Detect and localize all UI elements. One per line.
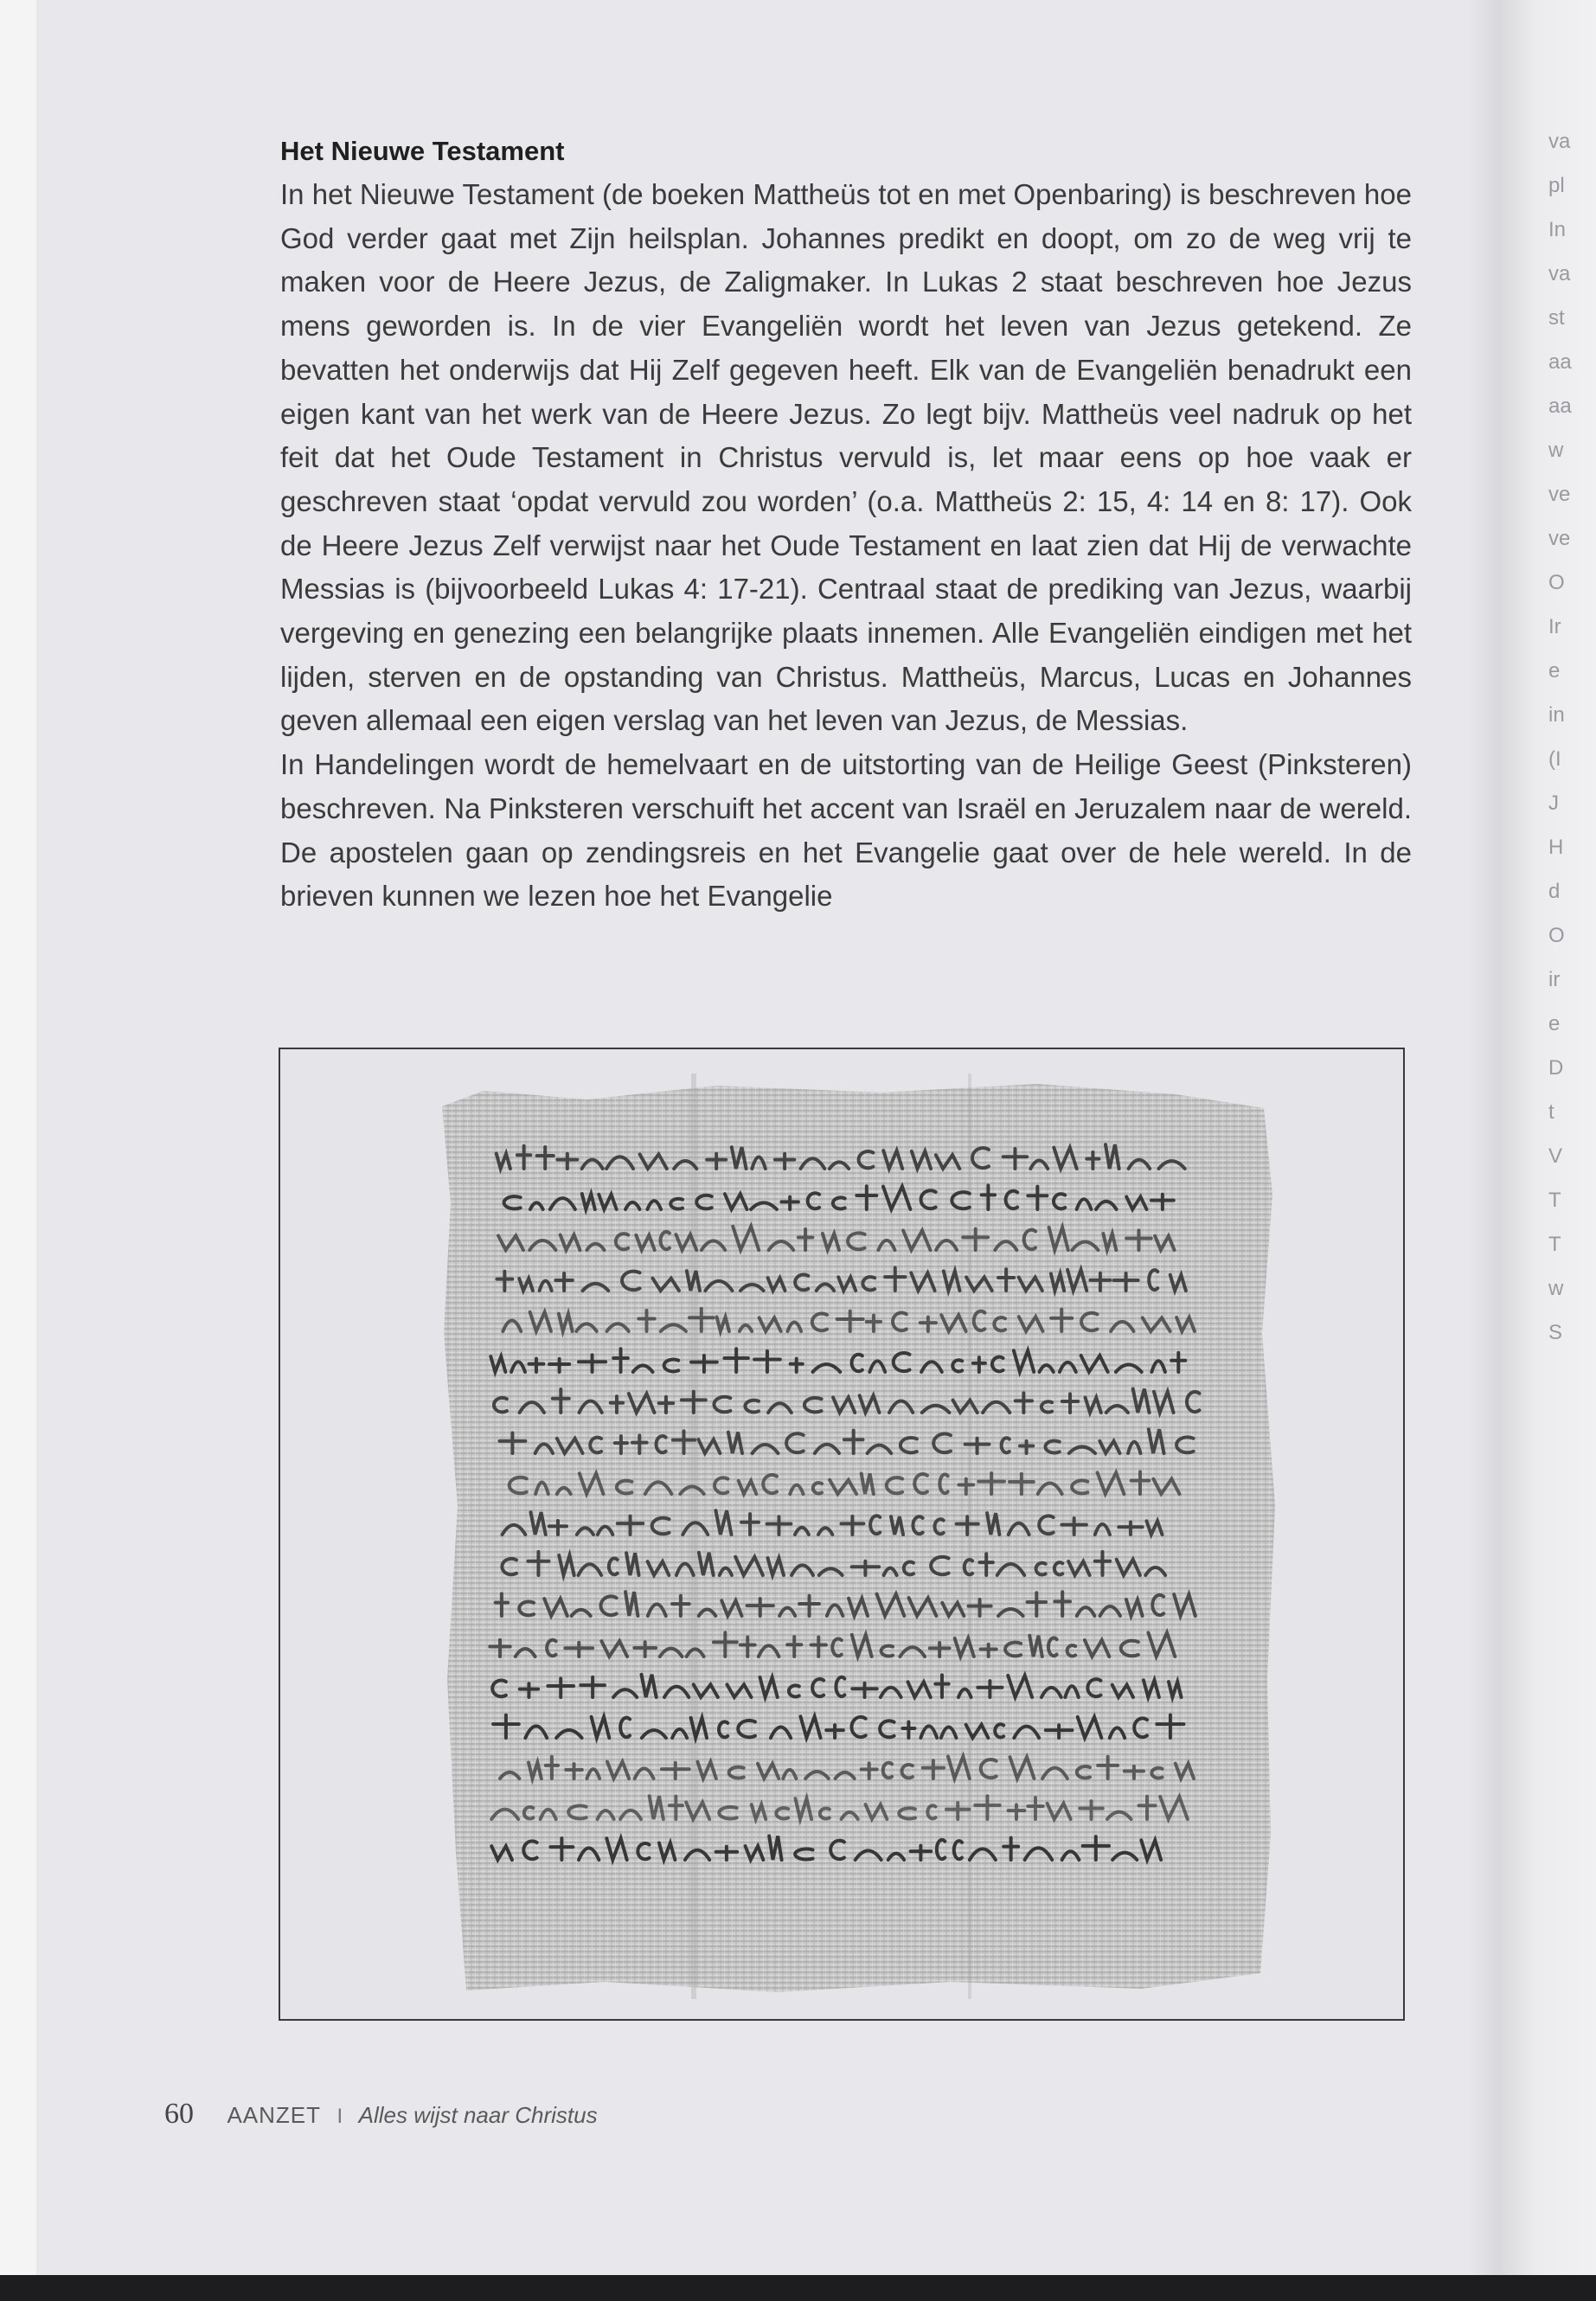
next-page-fragment: H: [1548, 836, 1564, 859]
next-page-fragment: w: [1548, 1277, 1564, 1300]
next-page-fragment: T: [1548, 1189, 1561, 1212]
series-title: AANZET: [227, 2102, 322, 2128]
papyrus-manuscript-image: [432, 1074, 1284, 2008]
next-page-fragment: t: [1548, 1100, 1554, 1124]
footer-separator: I: [337, 2105, 343, 2128]
next-page-fragment: Ir: [1548, 615, 1561, 638]
next-page-fragment: in: [1548, 703, 1565, 727]
scanner-bottom-edge: [0, 2275, 1596, 2301]
next-page-fragment: e: [1548, 1012, 1561, 1035]
next-page-fragment: ve: [1548, 527, 1571, 550]
next-page-fragment: (I: [1548, 747, 1561, 771]
next-page-fragment: aa: [1548, 394, 1572, 418]
next-page-fragment: T: [1548, 1233, 1561, 1256]
paragraph-acts: In Handelingen wordt de hemelvaart en de uitstorting van de Heilige Geest (Pinksteren) beschreven. Na Pinksteren verschuift het accent van Israël en Jeruzalem naar de wereld. De apostelen gaan op zendingsreis en het Evangelie gaat over de hele wereld. In de brieven kunnen we lezen hoe het Evangelie: [280, 748, 1412, 913]
next-page-fragment: ve: [1548, 483, 1571, 506]
article-body: [280, 130, 1412, 919]
next-page-fragment: va: [1548, 262, 1571, 285]
next-page-fragment: In: [1548, 218, 1567, 241]
next-page-fragment: D: [1548, 1056, 1564, 1080]
next-page-fragment: va: [1548, 130, 1571, 153]
section-heading: Het Nieuwe Testament: [280, 136, 565, 166]
next-page-fragment: aa: [1548, 350, 1572, 374]
next-page-edge: [1498, 0, 1596, 2275]
next-page-fragment: V: [1548, 1144, 1563, 1168]
book-subtitle: Alles wijst naar Christus: [358, 2102, 598, 2128]
next-page-fragment: d: [1548, 880, 1561, 903]
next-page-fragment: w: [1548, 439, 1564, 462]
next-page-fragment: st: [1548, 306, 1565, 330]
manuscript-figure: [279, 1048, 1405, 2021]
next-page-fragment: J: [1548, 792, 1559, 815]
next-page-fragment: e: [1548, 659, 1561, 683]
paragraph-gospels: In het Nieuwe Testament (de boeken Mattheüs tot en met Openbaring) is beschreven hoe God verder gaat met Zijn heilsplan. Johannes predikt en doopt, om zo de weg vrij te maken voor de Heere Jezus, de Zaligmaker. In Lukas 2 staat beschreven hoe Jezus mens geworden is. In de vier Evangeliën wordt het leven van Jezus getekend. Ze bevatten het onderwijs dat Hij Zelf gegeven heeft. Elk van de Evangeliën benadrukt een eigen kant van het werk van de Heere Jezus. Zo legt bijv. Mattheüs veel nadruk op het feit dat het Oude Testament in Christus vervuld is, let maar eens op hoe vaak er geschreven staat ‘opdat vervuld zou worden’ (o.a. Mattheüs 2: 15, 4: 14 en 8: 17). Ook de Heere Jezus Zelf verwijst naar het Oude Testament en laat zien dat Hij de verwachte Messias is (bijvoorbeeld Lukas 4: 17-21). Centraal staat de prediking van Jezus, waarbij vergeving en genezing een belangrijke plaats innemen. Alle Evangeliën eindigen met het lijden, sterven en de opstanding van Christus. Mattheüs, Marcus, Lucas en Johannes geven allemaal een eigen verslag van het leven van Jezus, de Messias.: [280, 178, 1412, 737]
next-page-fragment: pl: [1548, 174, 1565, 197]
next-page-fragment: ir: [1548, 968, 1561, 991]
page-footer: [164, 2098, 598, 2131]
next-page-fragment: S: [1548, 1321, 1563, 1344]
left-page-edge: [0, 0, 36, 2301]
next-page-fragment: O: [1548, 924, 1565, 947]
next-page-fragment: O: [1548, 571, 1565, 594]
page-number: 60: [164, 2098, 194, 2130]
